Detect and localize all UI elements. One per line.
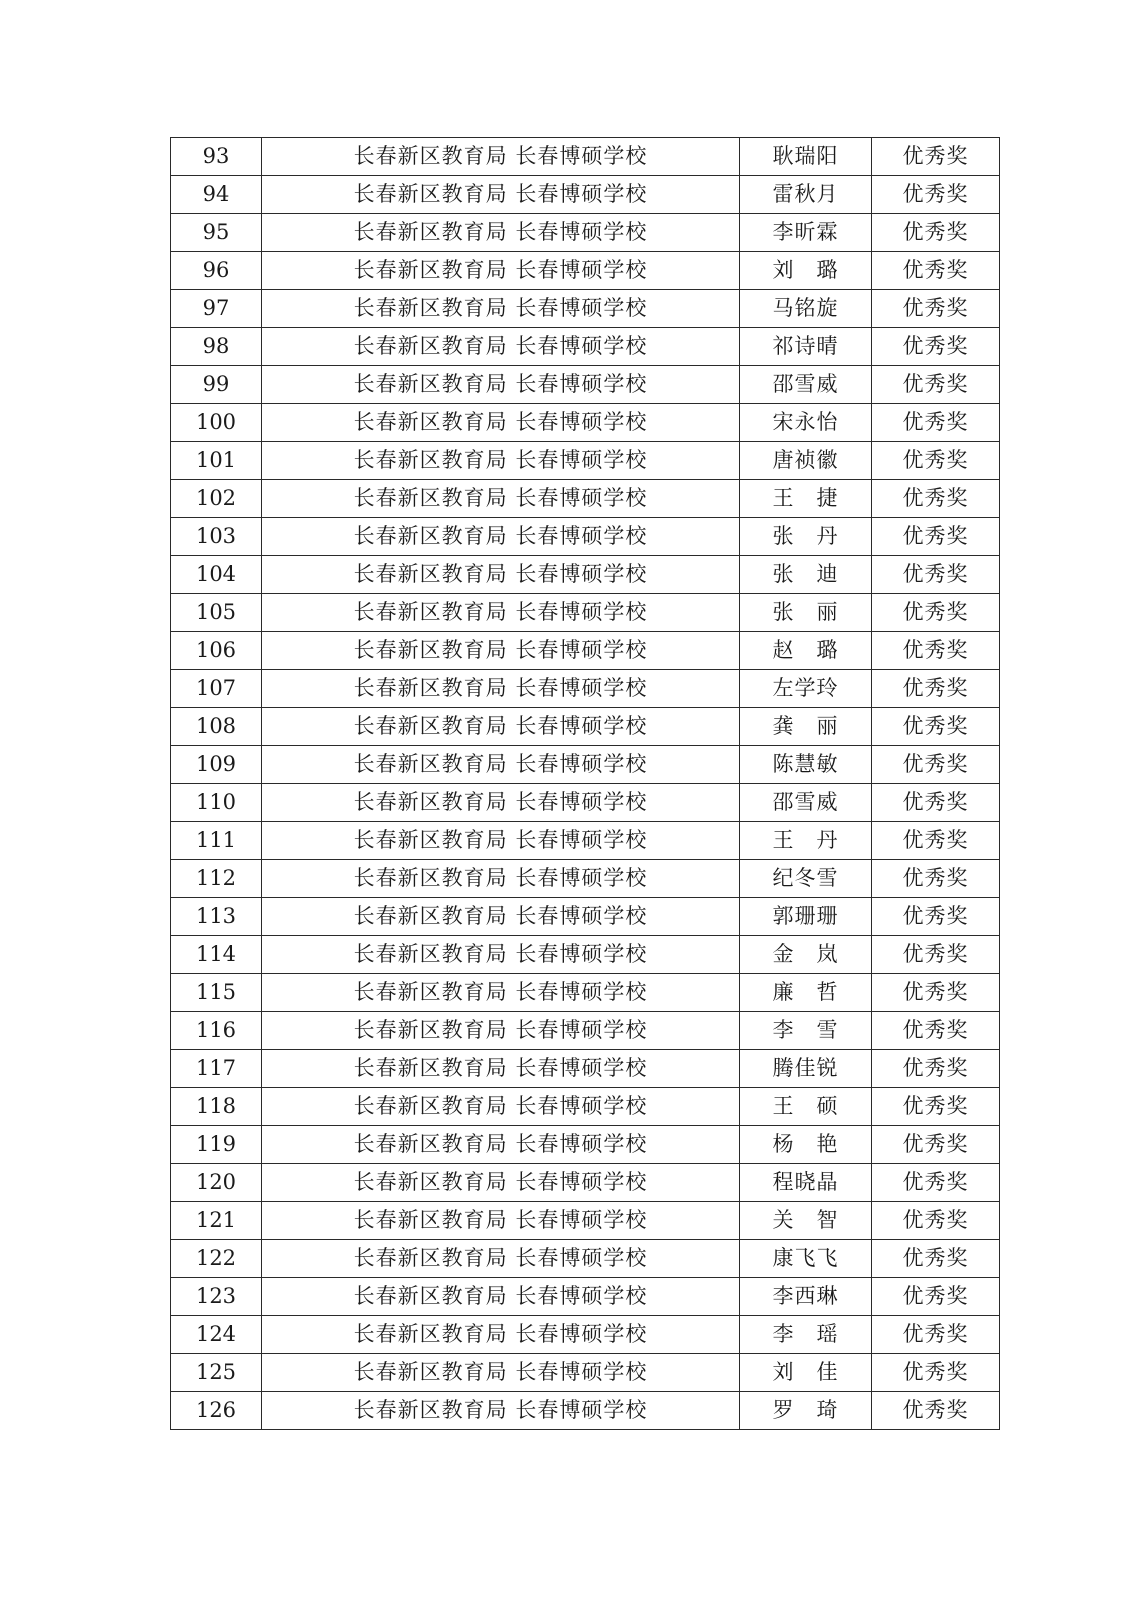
table-row <box>171 1088 1000 1126</box>
row-number-cell: 102 <box>171 480 262 518</box>
row-number-cell: 97 <box>171 290 262 328</box>
school-cell: 长春新区教育局 长春博硕学校 <box>262 404 740 442</box>
row-number-cell: 111 <box>171 822 262 860</box>
row-number-cell: 124 <box>171 1316 262 1354</box>
table-row <box>171 328 1000 366</box>
award-cell: 优秀奖 <box>872 404 1000 442</box>
school-cell: 长春新区教育局 长春博硕学校 <box>262 1392 740 1430</box>
school-cell: 长春新区教育局 长春博硕学校 <box>262 480 740 518</box>
student-name-cell: 刘 璐 <box>740 252 872 290</box>
award-cell: 优秀奖 <box>872 1354 1000 1392</box>
row-number-cell: 120 <box>171 1164 262 1202</box>
table-row <box>171 974 1000 1012</box>
award-cell: 优秀奖 <box>872 898 1000 936</box>
school-cell: 长春新区教育局 长春博硕学校 <box>262 594 740 632</box>
table-row <box>171 404 1000 442</box>
school-cell: 长春新区教育局 长春博硕学校 <box>262 556 740 594</box>
row-number-cell: 100 <box>171 404 262 442</box>
school-cell: 长春新区教育局 长春博硕学校 <box>262 860 740 898</box>
award-cell: 优秀奖 <box>872 1240 1000 1278</box>
row-number-cell: 107 <box>171 670 262 708</box>
school-cell: 长春新区教育局 长春博硕学校 <box>262 328 740 366</box>
award-cell: 优秀奖 <box>872 594 1000 632</box>
table-row <box>171 556 1000 594</box>
table-row <box>171 1050 1000 1088</box>
student-name-cell: 郭珊珊 <box>740 898 872 936</box>
student-name-cell: 龚 丽 <box>740 708 872 746</box>
student-name-cell: 廉 哲 <box>740 974 872 1012</box>
row-number-cell: 103 <box>171 518 262 556</box>
table-row <box>171 1240 1000 1278</box>
school-cell: 长春新区教育局 长春博硕学校 <box>262 214 740 252</box>
school-cell: 长春新区教育局 长春博硕学校 <box>262 822 740 860</box>
school-cell: 长春新区教育局 长春博硕学校 <box>262 632 740 670</box>
student-name-cell: 雷秋月 <box>740 176 872 214</box>
row-number-cell: 114 <box>171 936 262 974</box>
row-number-cell: 113 <box>171 898 262 936</box>
table-row <box>171 784 1000 822</box>
row-number-cell: 115 <box>171 974 262 1012</box>
school-cell: 长春新区教育局 长春博硕学校 <box>262 936 740 974</box>
table-row <box>171 822 1000 860</box>
student-name-cell: 程晓晶 <box>740 1164 872 1202</box>
award-cell: 优秀奖 <box>872 784 1000 822</box>
school-cell: 长春新区教育局 长春博硕学校 <box>262 1088 740 1126</box>
school-cell: 长春新区教育局 长春博硕学校 <box>262 1164 740 1202</box>
award-cell: 优秀奖 <box>872 1050 1000 1088</box>
row-number-cell: 101 <box>171 442 262 480</box>
student-name-cell: 张 迪 <box>740 556 872 594</box>
table-row <box>171 860 1000 898</box>
table-row <box>171 1354 1000 1392</box>
school-cell: 长春新区教育局 长春博硕学校 <box>262 176 740 214</box>
student-name-cell: 左学玲 <box>740 670 872 708</box>
award-cell: 优秀奖 <box>872 176 1000 214</box>
student-name-cell: 张 丹 <box>740 518 872 556</box>
award-cell: 优秀奖 <box>872 480 1000 518</box>
row-number-cell: 96 <box>171 252 262 290</box>
school-cell: 长春新区教育局 长春博硕学校 <box>262 442 740 480</box>
table-row <box>171 442 1000 480</box>
row-number-cell: 117 <box>171 1050 262 1088</box>
award-cell: 优秀奖 <box>872 328 1000 366</box>
award-cell: 优秀奖 <box>872 1164 1000 1202</box>
award-cell: 优秀奖 <box>872 1202 1000 1240</box>
school-cell: 长春新区教育局 长春博硕学校 <box>262 1240 740 1278</box>
row-number-cell: 112 <box>171 860 262 898</box>
student-name-cell: 关 智 <box>740 1202 872 1240</box>
student-name-cell: 王 捷 <box>740 480 872 518</box>
student-name-cell: 王 硕 <box>740 1088 872 1126</box>
school-cell: 长春新区教育局 长春博硕学校 <box>262 366 740 404</box>
table-row <box>171 1278 1000 1316</box>
school-cell: 长春新区教育局 长春博硕学校 <box>262 1278 740 1316</box>
table-row <box>171 366 1000 404</box>
row-number-cell: 121 <box>171 1202 262 1240</box>
student-name-cell: 张 丽 <box>740 594 872 632</box>
row-number-cell: 119 <box>171 1126 262 1164</box>
student-name-cell: 李西琳 <box>740 1278 872 1316</box>
row-number-cell: 110 <box>171 784 262 822</box>
student-name-cell: 马铭旋 <box>740 290 872 328</box>
table-row <box>171 1164 1000 1202</box>
row-number-cell: 125 <box>171 1354 262 1392</box>
table-row <box>171 290 1000 328</box>
table-row <box>171 518 1000 556</box>
row-number-cell: 99 <box>171 366 262 404</box>
table-row <box>171 1316 1000 1354</box>
row-number-cell: 109 <box>171 746 262 784</box>
row-number-cell: 94 <box>171 176 262 214</box>
student-name-cell: 腾佳锐 <box>740 1050 872 1088</box>
row-number-cell: 108 <box>171 708 262 746</box>
student-name-cell: 金 岚 <box>740 936 872 974</box>
school-cell: 长春新区教育局 长春博硕学校 <box>262 1050 740 1088</box>
student-name-cell: 邵雪威 <box>740 784 872 822</box>
school-cell: 长春新区教育局 长春博硕学校 <box>262 252 740 290</box>
table-row <box>171 176 1000 214</box>
table-row <box>171 1392 1000 1430</box>
school-cell: 长春新区教育局 长春博硕学校 <box>262 746 740 784</box>
student-name-cell: 宋永怡 <box>740 404 872 442</box>
award-cell: 优秀奖 <box>872 1392 1000 1430</box>
award-cell: 优秀奖 <box>872 556 1000 594</box>
school-cell: 长春新区教育局 长春博硕学校 <box>262 518 740 556</box>
row-number-cell: 116 <box>171 1012 262 1050</box>
student-name-cell: 邵雪威 <box>740 366 872 404</box>
student-name-cell: 李 雪 <box>740 1012 872 1050</box>
school-cell: 长春新区教育局 长春博硕学校 <box>262 784 740 822</box>
award-cell: 优秀奖 <box>872 252 1000 290</box>
student-name-cell: 唐祯徽 <box>740 442 872 480</box>
award-cell: 优秀奖 <box>872 708 1000 746</box>
row-number-cell: 95 <box>171 214 262 252</box>
award-table <box>170 137 1000 1430</box>
table-row <box>171 632 1000 670</box>
award-cell: 优秀奖 <box>872 1012 1000 1050</box>
student-name-cell: 李昕霖 <box>740 214 872 252</box>
student-name-cell: 康飞飞 <box>740 1240 872 1278</box>
school-cell: 长春新区教育局 长春博硕学校 <box>262 290 740 328</box>
table-row <box>171 594 1000 632</box>
table-row <box>171 480 1000 518</box>
table-row <box>171 252 1000 290</box>
school-cell: 长春新区教育局 长春博硕学校 <box>262 1316 740 1354</box>
award-cell: 优秀奖 <box>872 746 1000 784</box>
award-cell: 优秀奖 <box>872 366 1000 404</box>
award-cell: 优秀奖 <box>872 670 1000 708</box>
student-name-cell: 王 丹 <box>740 822 872 860</box>
award-cell: 优秀奖 <box>872 138 1000 176</box>
school-cell: 长春新区教育局 长春博硕学校 <box>262 708 740 746</box>
award-cell: 优秀奖 <box>872 974 1000 1012</box>
student-name-cell: 祁诗晴 <box>740 328 872 366</box>
student-name-cell: 李 瑶 <box>740 1316 872 1354</box>
school-cell: 长春新区教育局 长春博硕学校 <box>262 670 740 708</box>
table-row <box>171 746 1000 784</box>
school-cell: 长春新区教育局 长春博硕学校 <box>262 1012 740 1050</box>
student-name-cell: 刘 佳 <box>740 1354 872 1392</box>
award-cell: 优秀奖 <box>872 1088 1000 1126</box>
school-cell: 长春新区教育局 长春博硕学校 <box>262 1126 740 1164</box>
row-number-cell: 106 <box>171 632 262 670</box>
student-name-cell: 杨 艳 <box>740 1126 872 1164</box>
student-name-cell: 耿瑞阳 <box>740 138 872 176</box>
row-number-cell: 126 <box>171 1392 262 1430</box>
school-cell: 长春新区教育局 长春博硕学校 <box>262 898 740 936</box>
school-cell: 长春新区教育局 长春博硕学校 <box>262 138 740 176</box>
award-cell: 优秀奖 <box>872 290 1000 328</box>
award-cell: 优秀奖 <box>872 214 1000 252</box>
student-name-cell: 纪冬雪 <box>740 860 872 898</box>
table-row <box>171 936 1000 974</box>
table-row <box>171 138 1000 176</box>
award-table-body <box>171 138 1000 1430</box>
school-cell: 长春新区教育局 长春博硕学校 <box>262 1202 740 1240</box>
row-number-cell: 93 <box>171 138 262 176</box>
row-number-cell: 122 <box>171 1240 262 1278</box>
student-name-cell: 罗 琦 <box>740 1392 872 1430</box>
table-row <box>171 1126 1000 1164</box>
award-cell: 优秀奖 <box>872 632 1000 670</box>
table-row <box>171 670 1000 708</box>
award-cell: 优秀奖 <box>872 1126 1000 1164</box>
award-cell: 优秀奖 <box>872 860 1000 898</box>
row-number-cell: 123 <box>171 1278 262 1316</box>
row-number-cell: 105 <box>171 594 262 632</box>
school-cell: 长春新区教育局 长春博硕学校 <box>262 974 740 1012</box>
school-cell: 长春新区教育局 长春博硕学校 <box>262 1354 740 1392</box>
award-cell: 优秀奖 <box>872 518 1000 556</box>
table-row <box>171 708 1000 746</box>
award-cell: 优秀奖 <box>872 936 1000 974</box>
award-cell: 优秀奖 <box>872 1316 1000 1354</box>
award-cell: 优秀奖 <box>872 822 1000 860</box>
row-number-cell: 104 <box>171 556 262 594</box>
row-number-cell: 98 <box>171 328 262 366</box>
award-cell: 优秀奖 <box>872 1278 1000 1316</box>
student-name-cell: 赵 璐 <box>740 632 872 670</box>
table-row <box>171 1012 1000 1050</box>
table-row <box>171 214 1000 252</box>
award-cell: 优秀奖 <box>872 442 1000 480</box>
student-name-cell: 陈慧敏 <box>740 746 872 784</box>
table-row <box>171 898 1000 936</box>
table-row <box>171 1202 1000 1240</box>
row-number-cell: 118 <box>171 1088 262 1126</box>
